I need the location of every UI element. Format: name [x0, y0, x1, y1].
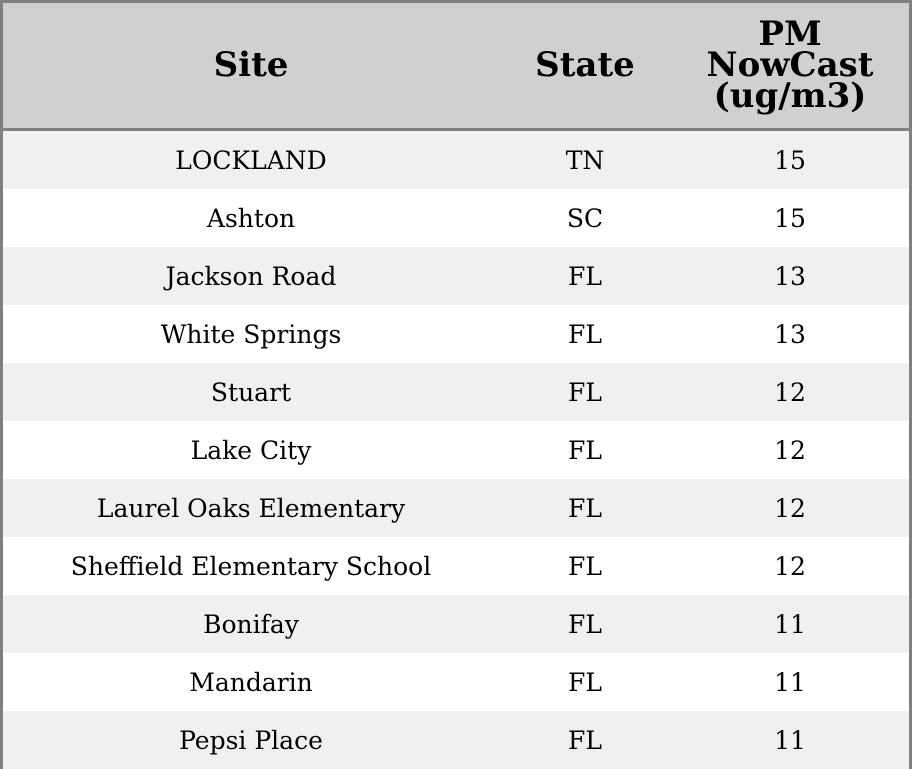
cell-pm-nowcast: 11 [671, 653, 909, 711]
cell-pm-nowcast: 11 [671, 711, 909, 769]
table-row [3, 363, 909, 421]
cell-site: White Springs [3, 305, 499, 363]
cell-state: FL [499, 595, 671, 653]
cell-site: Jackson Road [3, 247, 499, 305]
cell-pm-nowcast: 12 [671, 479, 909, 537]
cell-site: Sheffield Elementary School [3, 537, 499, 595]
cell-state: FL [499, 305, 671, 363]
cell-state: FL [499, 711, 671, 769]
cell-pm-nowcast: 15 [671, 130, 909, 190]
column-header-state: State [499, 3, 671, 130]
table-body [3, 130, 909, 769]
cell-site: Lake City [3, 421, 499, 479]
table-row [3, 479, 909, 537]
cell-pm-nowcast: 12 [671, 537, 909, 595]
cell-state: TN [499, 130, 671, 190]
cell-pm-nowcast: 11 [671, 595, 909, 653]
table-row [3, 595, 909, 653]
table-row [3, 189, 909, 247]
table-row [3, 653, 909, 711]
column-header-pm-line-1: PM [758, 14, 822, 54]
cell-pm-nowcast: 12 [671, 363, 909, 421]
cell-site: Bonifay [3, 595, 499, 653]
cell-pm-nowcast: 13 [671, 305, 909, 363]
cell-state: FL [499, 363, 671, 421]
cell-site: Laurel Oaks Elementary [3, 479, 499, 537]
cell-site: Stuart [3, 363, 499, 421]
column-header-site: Site [3, 3, 499, 130]
cell-state: SC [499, 189, 671, 247]
cell-state: FL [499, 537, 671, 595]
column-header-pm-line-3: (ug/m3) [713, 76, 867, 116]
cell-site: Ashton [3, 189, 499, 247]
cell-state: FL [499, 653, 671, 711]
table-row [3, 421, 909, 479]
column-header-pm-line-2: NowCast [706, 45, 874, 85]
cell-site: Mandarin [3, 653, 499, 711]
cell-state: FL [499, 421, 671, 479]
header-row [3, 3, 909, 130]
cell-pm-nowcast: 12 [671, 421, 909, 479]
table-row [3, 130, 909, 190]
table-row [3, 537, 909, 595]
cell-state: FL [499, 247, 671, 305]
table-row [3, 711, 909, 769]
column-header-pm-nowcast [671, 3, 909, 130]
table-row [3, 305, 909, 363]
pm-nowcast-table [3, 3, 909, 769]
cell-state: FL [499, 479, 671, 537]
cell-site: Pepsi Place [3, 711, 499, 769]
cell-site: LOCKLAND [3, 130, 499, 190]
cell-pm-nowcast: 15 [671, 189, 909, 247]
table-row [3, 247, 909, 305]
table-header [3, 3, 909, 130]
cell-pm-nowcast: 13 [671, 247, 909, 305]
